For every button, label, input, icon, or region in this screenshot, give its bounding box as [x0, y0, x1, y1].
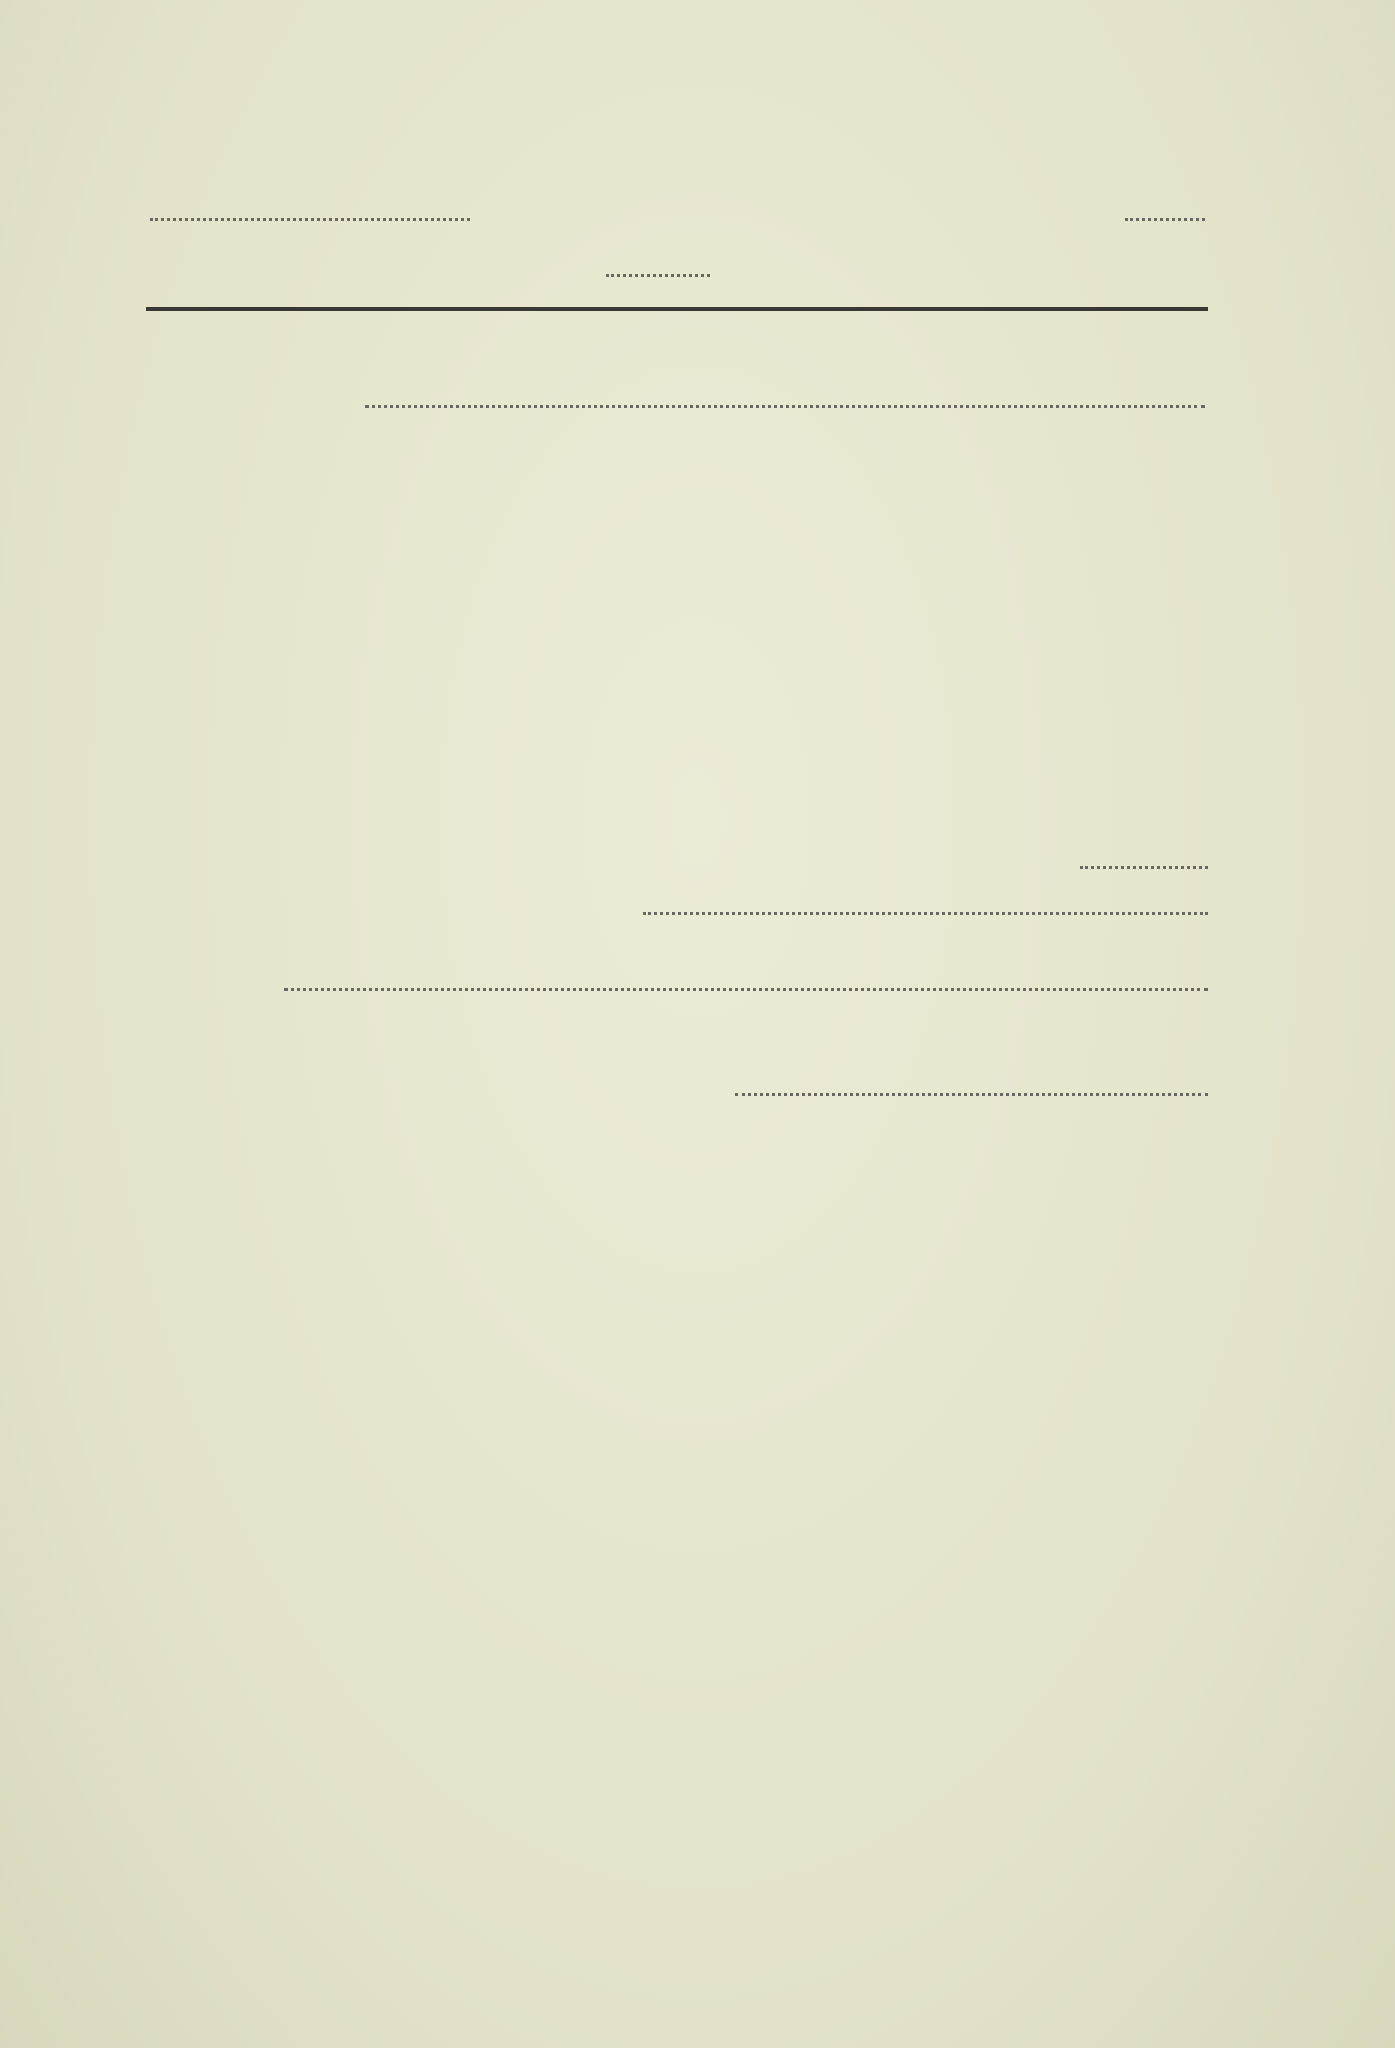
- q8-dotline: [735, 1093, 1208, 1096]
- q7-dotline-2: [284, 988, 1208, 991]
- header-rule: [146, 307, 1208, 311]
- q6-dotline: [1080, 866, 1208, 869]
- herred-dotline: [150, 218, 470, 221]
- q7-dotline: [643, 912, 1208, 915]
- q1-dotline: [365, 405, 1205, 408]
- personseddel-dotline: [1125, 218, 1205, 221]
- taellingskreds-dotline: [606, 274, 710, 277]
